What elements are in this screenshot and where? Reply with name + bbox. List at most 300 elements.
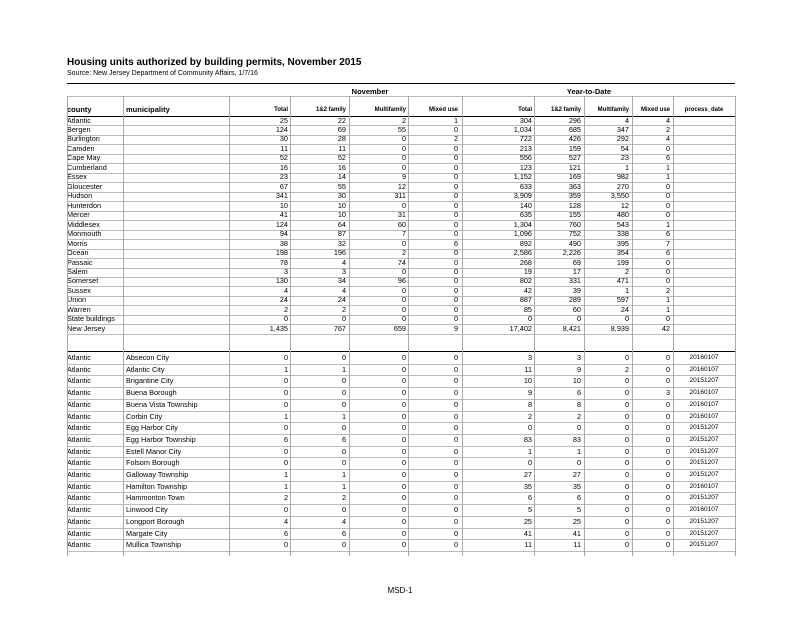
table-cell: 0 — [401, 364, 406, 374]
table-cell: 6 — [283, 528, 288, 538]
table-cell: 4 — [665, 115, 670, 125]
table-cell: 0 — [624, 353, 629, 362]
table-cell: 982 — [616, 172, 629, 182]
table-cell: 3 — [665, 388, 670, 398]
municipality-name: Hamilton Township — [126, 481, 188, 491]
table-cell: 1 — [624, 162, 629, 172]
table-cell: 2 — [527, 411, 532, 421]
table-cell: 0 — [453, 143, 458, 153]
county-name: Atlantic — [67, 423, 91, 433]
table-cell: 0 — [624, 376, 629, 386]
table-cell: 198 — [275, 248, 288, 258]
county-name: Gloucester — [67, 181, 103, 191]
county-name: Sussex — [67, 285, 91, 295]
table-cell: 96 — [397, 276, 406, 286]
table-cell: 11 — [524, 540, 532, 550]
process-date: 20160107 — [689, 482, 719, 490]
table-cell: 0 — [665, 200, 670, 210]
table-cell: 7 — [665, 238, 670, 248]
column-divider — [735, 96, 736, 556]
table-cell: 0 — [453, 528, 458, 538]
table-cell: 12 — [620, 200, 629, 210]
table-cell: 128 — [568, 200, 581, 210]
table-cell: 1 — [341, 364, 346, 374]
table-cell: 659 — [393, 323, 406, 333]
table-cell: 685 — [568, 124, 581, 134]
municipality-name: Atlantic City — [126, 364, 165, 374]
table-cell: 0 — [401, 353, 406, 362]
table-cell: 1 — [341, 470, 346, 479]
table-cell: 6 — [665, 248, 670, 258]
table-cell: 1 — [665, 219, 670, 229]
table-cell: 0 — [401, 267, 406, 277]
table-cell: 0 — [624, 493, 629, 503]
table-cell: 4 — [283, 285, 288, 295]
column-header-multifamily: Multifamily — [374, 107, 406, 113]
table-cell: 7 — [401, 229, 406, 239]
table-cell: 121 — [568, 162, 581, 172]
page-footer: MSD-1 — [387, 586, 413, 595]
county-name: Atlantic — [67, 399, 91, 409]
column-header-process-date: process_date — [684, 107, 724, 113]
table-cell: 0 — [624, 423, 629, 433]
table-cell: 140 — [519, 200, 532, 210]
table-cell: 8 — [527, 399, 532, 409]
county-name: Warren — [67, 304, 91, 314]
municipality-name: Galloway Township — [126, 470, 189, 479]
county-name: Bergen — [67, 124, 91, 134]
table-cell: 0 — [401, 505, 406, 515]
column-divider — [229, 96, 230, 556]
table-cell: 0 — [665, 505, 670, 515]
county-name: Atlantic — [67, 516, 91, 526]
table-cell: 1 — [283, 481, 288, 491]
table-cell: 471 — [616, 276, 629, 286]
table-cell: 31 — [397, 210, 406, 220]
table-cell: 6 — [665, 229, 670, 239]
column-divider — [632, 96, 633, 556]
column-divider — [584, 96, 585, 556]
table-cell: 0 — [624, 446, 629, 456]
table-cell: 10 — [572, 376, 581, 386]
table-cell: 0 — [453, 295, 458, 305]
table-cell: 8,421 — [562, 323, 581, 333]
table-cell: 0 — [283, 458, 288, 468]
table-cell: 0 — [665, 276, 670, 286]
table-cell: 0 — [453, 505, 458, 515]
table-cell: 11 — [338, 143, 346, 153]
table-cell: 0 — [665, 376, 670, 386]
table-cell: 32 — [337, 238, 346, 248]
table-cell: 52 — [337, 153, 346, 163]
table-cell: 39 — [572, 285, 581, 295]
table-cell: 0 — [665, 481, 670, 491]
table-cell: 722 — [519, 134, 532, 144]
process-date: 20151207 — [689, 541, 719, 549]
municipality-name: Egg Harbor Township — [126, 434, 196, 444]
table-cell: 0 — [283, 399, 288, 409]
table-cell: 0 — [401, 470, 406, 479]
rule-line — [67, 96, 735, 97]
county-name: Camden — [67, 143, 95, 153]
county-name: Hudson — [67, 191, 93, 201]
table-cell: 0 — [401, 153, 406, 163]
table-cell: 2 — [576, 411, 581, 421]
table-cell: 0 — [453, 411, 458, 421]
table-cell: 0 — [665, 493, 670, 503]
municipality-name: Longport Borough — [126, 516, 185, 526]
table-cell: 11 — [573, 540, 581, 550]
table-cell: 0 — [341, 423, 346, 433]
table-cell: 0 — [665, 314, 670, 324]
table-cell: 159 — [568, 143, 581, 153]
table-cell: 25 — [523, 516, 532, 526]
table-cell: 0 — [453, 257, 458, 267]
process-date: 20151207 — [689, 517, 719, 525]
table-cell: 24 — [337, 295, 346, 305]
table-cell: 0 — [576, 423, 581, 433]
county-name: Atlantic — [67, 528, 91, 538]
county-name: Passaic — [67, 257, 93, 267]
table-cell: 0 — [453, 219, 458, 229]
table-cell: 0 — [665, 257, 670, 267]
table-cell: 1,034 — [513, 124, 532, 134]
table-cell: 289 — [568, 295, 581, 305]
table-cell: 2 — [453, 134, 458, 144]
table-cell: 14 — [337, 172, 346, 182]
table-cell: 124 — [275, 124, 288, 134]
table-cell: 30 — [279, 134, 288, 144]
table-cell: 0 — [401, 134, 406, 144]
table-cell: 0 — [401, 376, 406, 386]
table-cell: 17,402 — [509, 323, 532, 333]
table-cell: 0 — [665, 516, 670, 526]
table-cell: 124 — [275, 219, 288, 229]
table-cell: 8,939 — [610, 323, 629, 333]
table-cell: 169 — [568, 172, 581, 182]
process-date: 20160107 — [689, 400, 719, 408]
table-cell: 347 — [616, 124, 629, 134]
table-cell: 60 — [572, 304, 581, 314]
table-cell: 311 — [394, 191, 406, 201]
process-date: 20151207 — [689, 471, 719, 478]
table-cell: 16 — [337, 162, 346, 172]
table-cell: 6 — [341, 528, 346, 538]
column-header-ytd-total: Total — [518, 107, 532, 113]
table-cell: 527 — [568, 153, 581, 163]
process-date: 20151207 — [689, 377, 719, 385]
process-date: 20160107 — [689, 389, 719, 397]
table-cell: 0 — [624, 481, 629, 491]
table-cell: 4 — [624, 115, 629, 125]
county-name: Atlantic — [67, 115, 91, 125]
table-cell: 0 — [401, 388, 406, 398]
column-divider — [67, 96, 68, 556]
table-cell: 0 — [665, 181, 670, 191]
table-cell: 22 — [337, 115, 346, 125]
table-cell: 123 — [519, 162, 532, 172]
table-cell: 0 — [453, 229, 458, 239]
report-source: Source: New Jersey Department of Community Affairs, 1/7/16 — [67, 70, 258, 77]
column-header-mixed-use: Mixed use — [428, 107, 458, 113]
table-cell: 6 — [341, 434, 346, 444]
process-date: 20151207 — [689, 529, 719, 537]
table-cell: 9 — [576, 364, 581, 374]
table-cell: 767 — [333, 323, 346, 333]
table-cell: 25 — [279, 115, 288, 125]
table-cell: 304 — [519, 115, 532, 125]
table-cell: 0 — [453, 200, 458, 210]
table-cell: 0 — [401, 399, 406, 409]
table-cell: 6 — [453, 238, 458, 248]
table-cell: 0 — [453, 314, 458, 324]
table-cell: 0 — [283, 388, 288, 398]
county-name: Somerset — [67, 276, 99, 286]
municipality-name: Estell Manor City — [126, 446, 182, 456]
table-cell: 2 — [624, 267, 629, 277]
table-cell: 0 — [453, 162, 458, 172]
table-cell: 0 — [453, 248, 458, 258]
table-cell: 11 — [280, 143, 288, 153]
table-cell: 0 — [401, 481, 406, 491]
table-cell: 0 — [453, 470, 458, 479]
municipality-name: Brigantine City — [126, 376, 174, 386]
county-name: Atlantic — [67, 481, 91, 491]
table-cell: 480 — [616, 210, 629, 220]
county-name: Morris — [67, 238, 88, 248]
municipality-name: Absecon City — [126, 353, 169, 362]
table-cell: 41 — [572, 528, 581, 538]
rule-line — [67, 551, 735, 552]
table-cell: 1 — [665, 172, 670, 182]
table-cell: 0 — [665, 267, 670, 277]
table-cell: 0 — [576, 314, 581, 324]
table-cell: 0 — [401, 434, 406, 444]
table-cell: 0 — [453, 267, 458, 277]
column-divider — [462, 96, 463, 556]
table-cell: 0 — [665, 399, 670, 409]
table-cell: 9 — [453, 323, 458, 333]
table-cell: 0 — [453, 434, 458, 444]
table-cell: 887 — [519, 295, 532, 305]
table-cell: 155 — [568, 210, 581, 220]
table-cell: 17 — [572, 267, 581, 277]
table-cell: 597 — [616, 295, 629, 305]
table-cell: 10 — [279, 200, 288, 210]
county-name: Atlantic — [67, 353, 91, 362]
table-cell: 1 — [283, 411, 288, 421]
table-cell: 0 — [401, 516, 406, 526]
table-cell: 196 — [333, 248, 346, 258]
table-cell: 0 — [453, 210, 458, 220]
county-name: State buildings — [67, 314, 115, 324]
table-cell: 4 — [341, 285, 346, 295]
table-cell: 0 — [453, 388, 458, 398]
table-cell: 0 — [401, 423, 406, 433]
table-cell: 0 — [401, 411, 406, 421]
table-cell: 78 — [279, 257, 288, 267]
table-cell: 0 — [283, 314, 288, 324]
table-cell: 30 — [337, 191, 346, 201]
county-name: Atlantic — [67, 364, 91, 374]
table-cell: 55 — [397, 124, 406, 134]
group-header-ytd: Year-to-Date — [566, 87, 612, 96]
table-cell: 6 — [527, 493, 532, 503]
table-cell: 1 — [283, 364, 288, 374]
table-cell: 23 — [279, 172, 288, 182]
table-cell: 3 — [283, 267, 288, 277]
rule-line — [67, 334, 735, 335]
table-cell: 0 — [401, 314, 406, 324]
county-name: Mercer — [67, 210, 90, 220]
table-cell: 42 — [523, 285, 532, 295]
table-cell: 0 — [341, 446, 346, 456]
table-cell: 0 — [576, 458, 581, 468]
table-cell: 9 — [527, 388, 532, 398]
county-name: Burlington — [67, 134, 100, 144]
table-cell: 354 — [616, 248, 629, 258]
table-cell: 1 — [665, 304, 670, 314]
table-cell: 83 — [572, 434, 581, 444]
county-name: Atlantic — [67, 493, 91, 503]
county-name: Atlantic — [67, 434, 91, 444]
table-cell: 395 — [616, 238, 629, 248]
table-cell: 0 — [527, 423, 532, 433]
table-cell: 0 — [665, 191, 670, 201]
table-cell: 9 — [401, 172, 406, 182]
table-cell: 8 — [576, 399, 581, 409]
table-cell: 1,304 — [513, 219, 532, 229]
table-cell: 296 — [568, 115, 581, 125]
column-divider — [673, 96, 674, 556]
county-name: Ocean — [67, 248, 89, 258]
table-cell: 0 — [401, 493, 406, 503]
table-cell: 35 — [523, 481, 532, 491]
table-cell: 25 — [572, 516, 581, 526]
table-cell: 2 — [401, 115, 406, 125]
table-cell: 5 — [576, 505, 581, 515]
table-cell: 2,586 — [513, 248, 532, 258]
table-cell: 1 — [283, 470, 288, 479]
table-cell: 270 — [616, 181, 629, 191]
county-name: Atlantic — [67, 446, 91, 456]
municipality-name: Hammonton Town — [126, 493, 185, 503]
table-cell: 42 — [661, 323, 670, 333]
table-cell: 0 — [624, 411, 629, 421]
table-cell: 0 — [401, 295, 406, 305]
column-header-family12: 1&2 family — [315, 107, 346, 113]
table-cell: 331 — [568, 276, 581, 286]
table-cell: 0 — [453, 191, 458, 201]
table-cell: 426 — [568, 134, 581, 144]
table-cell: 0 — [624, 458, 629, 468]
table-cell: 543 — [616, 219, 629, 229]
table-cell: 0 — [283, 423, 288, 433]
table-cell: 24 — [279, 295, 288, 305]
table-cell: 0 — [453, 516, 458, 526]
table-cell: 0 — [453, 376, 458, 386]
municipality-name: Folsom Borough — [126, 458, 180, 468]
rule-line — [67, 351, 735, 352]
table-cell: 16 — [279, 162, 288, 172]
process-date: 20151207 — [689, 424, 719, 432]
table-cell: 0 — [453, 399, 458, 409]
table-cell: 752 — [568, 229, 581, 239]
table-cell: 10 — [337, 200, 346, 210]
table-cell: 27 — [523, 470, 532, 479]
table-cell: 4 — [341, 257, 346, 267]
table-cell: 0 — [665, 446, 670, 456]
municipality-name: Buena Borough — [126, 388, 177, 398]
table-cell: 359 — [568, 191, 581, 201]
table-cell: 3,550 — [610, 191, 629, 201]
table-cell: 0 — [341, 353, 346, 362]
table-cell: 0 — [283, 505, 288, 515]
group-header-november: November — [351, 87, 389, 96]
table-cell: 3 — [576, 353, 581, 362]
table-cell: 6 — [665, 153, 670, 163]
table-cell: 6 — [576, 493, 581, 503]
table-cell: 1,435 — [269, 323, 288, 333]
table-cell: 0 — [401, 162, 406, 172]
table-cell: 0 — [453, 446, 458, 456]
table-cell: 0 — [624, 516, 629, 526]
table-cell: 1 — [527, 446, 532, 456]
column-divider — [123, 96, 124, 556]
table-cell: 0 — [453, 276, 458, 286]
table-cell: 0 — [527, 458, 532, 468]
table-cell: 11 — [524, 364, 532, 374]
table-cell: 27 — [572, 470, 581, 479]
table-cell: 94 — [279, 229, 288, 239]
table-cell: 0 — [624, 505, 629, 515]
table-cell: 0 — [624, 388, 629, 398]
table-cell: 0 — [665, 423, 670, 433]
table-cell: 74 — [397, 257, 406, 267]
table-cell: 2 — [283, 304, 288, 314]
table-cell: 0 — [527, 314, 532, 324]
report-title: Housing units authorized by building permits, November 2015 — [67, 57, 362, 68]
table-cell: 67 — [279, 181, 288, 191]
table-cell: 12 — [397, 181, 406, 191]
table-cell: 760 — [568, 219, 581, 229]
table-cell: 2 — [624, 364, 629, 374]
table-cell: 0 — [453, 481, 458, 491]
table-cell: 556 — [519, 153, 532, 163]
rule-line — [67, 83, 735, 84]
table-cell: 199 — [616, 257, 629, 267]
table-cell: 0 — [341, 314, 346, 324]
table-cell: 0 — [624, 434, 629, 444]
column-header-ytd-mixed-use: Mixed use — [640, 107, 670, 113]
table-cell: 0 — [341, 399, 346, 409]
table-cell: 0 — [453, 181, 458, 191]
table-cell: 0 — [401, 285, 406, 295]
column-header-county: county — [67, 105, 92, 114]
municipality-name: Egg Harbor City — [126, 423, 178, 433]
column-divider — [349, 96, 350, 556]
table-cell: 0 — [453, 364, 458, 374]
table-cell: 2 — [283, 493, 288, 503]
table-cell: 2 — [341, 304, 346, 314]
table-cell: 0 — [665, 364, 670, 374]
table-cell: 213 — [519, 143, 532, 153]
table-cell: 54 — [620, 143, 629, 153]
table-cell: 69 — [572, 257, 581, 267]
table-cell: 2 — [401, 248, 406, 258]
table-cell: 0 — [665, 353, 670, 362]
table-cell: 490 — [568, 238, 581, 248]
